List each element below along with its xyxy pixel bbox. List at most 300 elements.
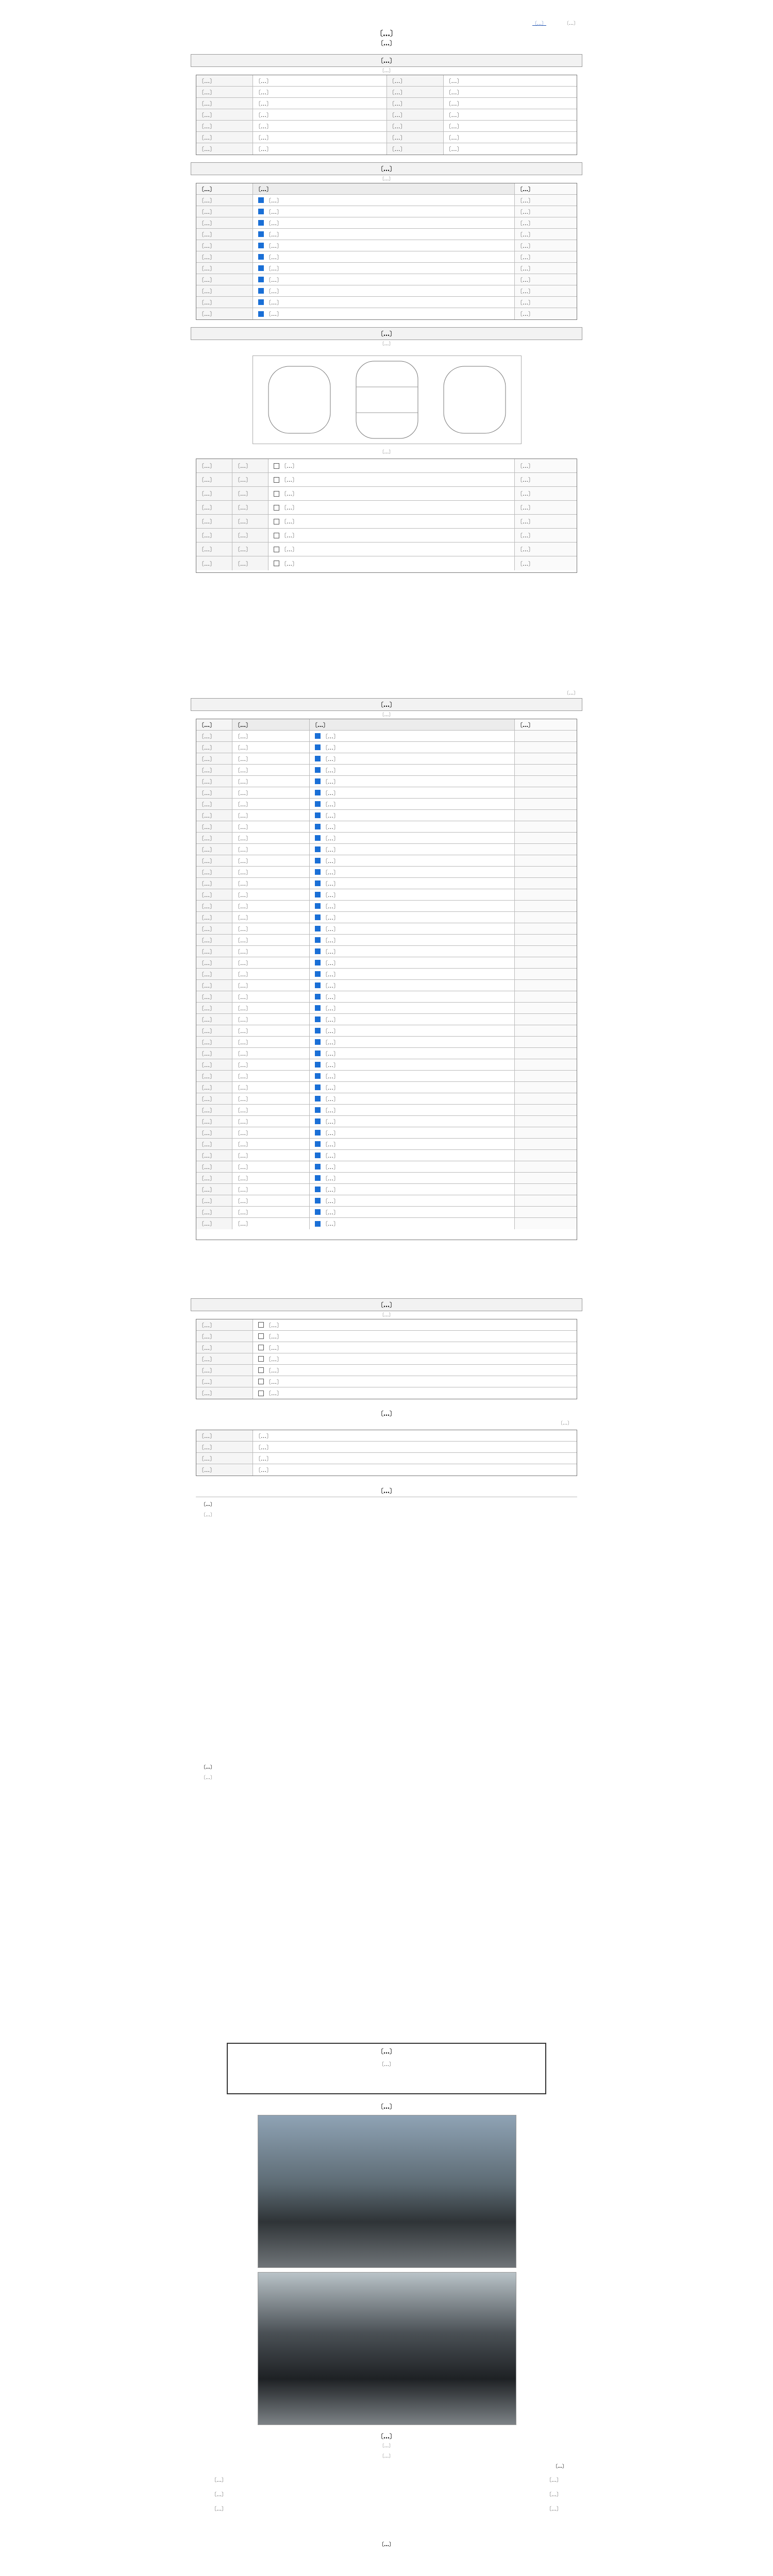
detail-state: 〔…〕: [322, 1050, 339, 1057]
detail-group: 〔…〕: [196, 923, 232, 934]
detail-item: 〔…〕: [232, 980, 310, 991]
panel-side: 〔…〕: [515, 487, 577, 500]
detail-state-cell: [310, 1127, 515, 1138]
detail-group: 〔…〕: [196, 867, 232, 877]
detail-row: [196, 1093, 577, 1105]
signer-row: [211, 2476, 562, 2483]
basic-label-2: 〔…〕: [387, 143, 444, 155]
checkbox-icon[interactable]: [315, 1016, 321, 1022]
detail-item: 〔…〕: [232, 935, 310, 945]
detail-group: 〔…〕: [196, 1071, 232, 1081]
detail-row: [196, 991, 577, 1003]
basic-label-2: 〔…〕: [387, 75, 444, 86]
state-table: [196, 183, 577, 320]
price-row: [196, 1442, 577, 1453]
checkbox-icon[interactable]: [258, 1356, 264, 1362]
detail-group: 〔…〕: [196, 799, 232, 809]
detail-state-cell: [310, 787, 515, 798]
car-top-view: [356, 361, 418, 438]
detail-row: [196, 776, 577, 787]
basic-value-2: 〔…〕: [445, 134, 463, 141]
detail-group: 〔…〕: [196, 878, 232, 889]
detail-state: 〔…〕: [322, 733, 339, 740]
checkbox-icon[interactable]: [258, 288, 264, 294]
basic-value: 〔…〕: [253, 121, 387, 131]
checkbox-icon[interactable]: [274, 547, 279, 552]
detail-state: 〔…〕: [322, 959, 339, 967]
checkbox-icon[interactable]: [315, 903, 321, 909]
basic-label: 〔…〕: [196, 121, 253, 131]
detail-item: 〔…〕: [232, 810, 310, 821]
state-label: 〔…〕: [196, 308, 253, 319]
checkbox-icon[interactable]: [315, 1164, 321, 1170]
basic-row: [196, 121, 577, 132]
detail-row: [196, 1037, 577, 1048]
checkbox-icon[interactable]: [258, 299, 264, 305]
detail-row: [196, 923, 577, 935]
checkbox-icon[interactable]: [315, 982, 321, 988]
detail-state-cell: [310, 1218, 515, 1229]
signer-role: 〔…〕: [211, 2478, 227, 2483]
detail-state: 〔…〕: [322, 1016, 339, 1023]
detail-group: 〔…〕: [196, 1184, 232, 1195]
checkbox-icon[interactable]: [274, 561, 279, 566]
detail-state: 〔…〕: [322, 869, 339, 876]
detail-state-cell: [310, 1059, 515, 1070]
detail-table-header: 〔…〕 〔…〕 〔…〕 〔…〕: [196, 719, 577, 731]
panel-row: [196, 501, 577, 515]
detail-state: 〔…〕: [322, 1141, 339, 1148]
detail-state-cell: [310, 1173, 515, 1183]
detail-state-cell: [310, 1116, 515, 1127]
option-items-cell: [253, 1342, 577, 1353]
checkbox-icon[interactable]: [258, 243, 264, 248]
detail-side: [515, 1184, 577, 1195]
panel-side: 〔…〕: [515, 529, 577, 542]
detail-state: 〔…〕: [322, 835, 339, 842]
panel-row: [196, 487, 577, 501]
checkbox-icon[interactable]: [274, 477, 279, 483]
detail-row: [196, 787, 577, 799]
detail-side: [515, 1218, 577, 1229]
detail-item: 〔…〕: [232, 799, 310, 809]
detail-table: [196, 719, 577, 1240]
state-value-cell: [253, 251, 515, 262]
detail-side: [515, 1150, 577, 1161]
option-items-cell: [253, 1331, 577, 1342]
signer-name: 〔…〕: [546, 2492, 562, 2498]
vehicle-outline-svg: [253, 356, 521, 444]
detail-group: 〔…〕: [196, 1003, 232, 1013]
checkbox-icon[interactable]: [315, 1153, 321, 1158]
signer-role: 〔…〕: [211, 2506, 227, 2512]
detail-group: 〔…〕: [196, 821, 232, 832]
checkbox-icon[interactable]: [315, 1130, 321, 1136]
basic-row: [196, 98, 577, 109]
checkbox-icon[interactable]: [315, 858, 321, 863]
panel-side: 〔…〕: [515, 543, 577, 556]
detail-side: [515, 742, 577, 753]
checkbox-icon[interactable]: [258, 1345, 264, 1350]
detail-group: 〔…〕: [196, 1048, 232, 1059]
detail-side: [515, 855, 577, 866]
detail-state: 〔…〕: [322, 948, 339, 955]
option-row: [196, 1342, 577, 1353]
checkbox-icon[interactable]: [258, 220, 264, 226]
checkbox-icon[interactable]: [258, 209, 264, 214]
detail-item: 〔…〕: [232, 844, 310, 855]
detail-group: 〔…〕: [196, 753, 232, 764]
detail-group: 〔…〕: [196, 765, 232, 775]
detail-side: [515, 787, 577, 798]
basic-label: 〔…〕: [196, 98, 253, 109]
basic-value: 〔…〕: [253, 75, 387, 86]
option-items-cell: [253, 1376, 577, 1387]
detail-state: 〔…〕: [322, 1061, 339, 1069]
detail-group: 〔…〕: [196, 844, 232, 855]
section-detail: 〔…〕: [191, 698, 582, 711]
detail-side: [515, 1127, 577, 1138]
checkbox-icon[interactable]: [315, 1187, 321, 1192]
checkbox-icon[interactable]: [315, 869, 321, 875]
state-side: 〔…〕: [515, 251, 577, 262]
fee-label: 〔…〕: [552, 2464, 567, 2469]
detail-group: 〔…〕: [196, 1195, 232, 1206]
detail-state: 〔…〕: [322, 891, 339, 899]
basic-value: 〔…〕: [253, 98, 387, 109]
detail-row: [196, 878, 577, 889]
detail-side: [515, 731, 577, 741]
checkbox-icon[interactable]: [315, 824, 321, 829]
checkbox-icon[interactable]: [315, 1118, 321, 1124]
state-side: 〔…〕: [515, 217, 577, 228]
detail-state: 〔…〕: [322, 971, 339, 978]
checkbox-icon[interactable]: [315, 767, 321, 773]
state-value: 〔…〕: [265, 219, 282, 227]
detail-side: [515, 889, 577, 900]
checkbox-icon[interactable]: [258, 254, 264, 260]
panel-row: [196, 473, 577, 487]
detail-state-cell: [310, 1071, 515, 1081]
detail-group: 〔…〕: [196, 1150, 232, 1161]
checkbox-icon[interactable]: [315, 994, 321, 999]
checkbox-icon[interactable]: [315, 744, 321, 750]
detail-item: 〔…〕: [232, 1139, 310, 1149]
detail-side: [515, 1105, 577, 1115]
detail-item: 〔…〕: [232, 1025, 310, 1036]
detail-state-cell: [310, 1025, 515, 1036]
price-label: 〔…〕: [196, 1464, 253, 1476]
detail-state-cell: [310, 1037, 515, 1047]
notice-box: [227, 2043, 546, 2094]
detail-item: 〔…〕: [232, 1127, 310, 1138]
detail-state-cell: [310, 1150, 515, 1161]
checkbox-icon[interactable]: [315, 1028, 321, 1033]
checkbox-icon[interactable]: [315, 756, 321, 761]
detail-state: 〔…〕: [322, 1186, 339, 1193]
detail-row: [196, 1173, 577, 1184]
price-label: 〔…〕: [196, 1430, 253, 1441]
checkbox-icon[interactable]: [258, 1391, 264, 1396]
detail-group: 〔…〕: [196, 1161, 232, 1172]
checkbox-icon[interactable]: [258, 1379, 264, 1384]
checkbox-icon[interactable]: [315, 880, 321, 886]
checkbox-icon[interactable]: [315, 1084, 321, 1090]
checkbox-icon[interactable]: [315, 733, 321, 739]
state-value-cell: [253, 240, 515, 251]
checkbox-icon[interactable]: [258, 1367, 264, 1373]
detail-state-cell: [310, 1195, 515, 1206]
detail-item: 〔…〕: [232, 776, 310, 787]
detail-state: 〔…〕: [322, 1095, 339, 1103]
checkbox-icon[interactable]: [315, 960, 321, 965]
detail-row: [196, 1071, 577, 1082]
checkbox-icon[interactable]: [315, 812, 321, 818]
detail-row: [196, 1025, 577, 1037]
detail-row: [196, 1139, 577, 1150]
detail-item: 〔…〕: [232, 731, 310, 741]
state-value-cell: [253, 217, 515, 228]
section-options: 〔…〕: [191, 1298, 582, 1311]
detail-side: [515, 1025, 577, 1036]
basic-value-2: 〔…〕: [445, 111, 463, 118]
basic-label: 〔…〕: [196, 87, 253, 97]
checkbox-icon[interactable]: [315, 1141, 321, 1147]
detail-state: 〔…〕: [322, 789, 339, 796]
detail-side: [515, 991, 577, 1002]
state-side: 〔…〕: [515, 285, 577, 296]
checkbox-icon[interactable]: [315, 1050, 321, 1056]
detail-side: [515, 1037, 577, 1047]
detail-state-cell: [310, 1082, 515, 1093]
state-side: 〔…〕: [515, 195, 577, 206]
basic-label-2: 〔…〕: [387, 109, 444, 120]
detail-state: 〔…〕: [322, 1118, 339, 1125]
checkbox-icon[interactable]: [315, 914, 321, 920]
checkbox-icon[interactable]: [258, 277, 264, 282]
section-state: 〔…〕: [191, 162, 582, 175]
panel-items-cell: [268, 515, 515, 528]
checkbox-icon[interactable]: [315, 1039, 321, 1045]
detail-side: [515, 923, 577, 934]
detail-state: 〔…〕: [322, 925, 339, 933]
panel-row: [196, 529, 577, 543]
detail-side: [515, 1207, 577, 1217]
checkbox-icon[interactable]: [315, 926, 321, 931]
price-row: [196, 1453, 577, 1464]
panel-group: 〔…〕: [196, 487, 232, 500]
price-value: 〔…〕: [255, 1467, 272, 1473]
detail-item: 〔…〕: [232, 878, 310, 889]
checkbox-icon[interactable]: [315, 1073, 321, 1079]
detail-state: 〔…〕: [322, 778, 339, 785]
detail-state-cell: [310, 1105, 515, 1115]
detail-state: 〔…〕: [322, 993, 339, 1001]
price-row: [196, 1430, 577, 1442]
page-number: 〔…〕: [564, 691, 578, 696]
checkbox-icon[interactable]: [315, 790, 321, 795]
detail-row: [196, 1059, 577, 1071]
detail-row: [196, 946, 577, 957]
panel-items: 〔…〕: [281, 518, 298, 525]
detail-state-cell: [310, 991, 515, 1002]
top-link[interactable]: 〔…〕: [532, 21, 546, 26]
detail-row: [196, 1082, 577, 1093]
state-row: [196, 285, 577, 297]
car-right-view: [444, 366, 506, 433]
detail-item: 〔…〕: [232, 821, 310, 832]
state-label: 〔…〕: [196, 285, 253, 296]
detail-item: 〔…〕: [232, 912, 310, 923]
detail-side: [515, 946, 577, 957]
diagram-caption: 〔…〕: [379, 450, 394, 455]
checkbox-icon[interactable]: [315, 1209, 321, 1215]
detail-state-cell: [310, 889, 515, 900]
panel-items: 〔…〕: [281, 504, 298, 511]
detail-row: [196, 844, 577, 855]
checkbox-icon[interactable]: [258, 265, 264, 271]
option-items: 〔…〕: [265, 1367, 282, 1374]
checkbox-icon[interactable]: [258, 1322, 264, 1328]
detail-state: 〔…〕: [322, 1152, 339, 1159]
checkbox-icon[interactable]: [315, 1221, 321, 1227]
checkbox-icon[interactable]: [315, 801, 321, 807]
state-row: [196, 251, 577, 263]
checkbox-icon[interactable]: [315, 1175, 321, 1181]
checkbox-icon[interactable]: [315, 1107, 321, 1113]
panel-items: 〔…〕: [281, 560, 298, 567]
basic-value: 〔…〕: [253, 143, 387, 155]
detail-row: [196, 901, 577, 912]
state-label: 〔…〕: [196, 274, 253, 285]
state-value-cell: [253, 206, 515, 217]
basic-row: [196, 75, 577, 87]
checkbox-icon[interactable]: [274, 463, 279, 469]
detail-item: 〔…〕: [232, 969, 310, 979]
basic-label: 〔…〕: [196, 75, 253, 86]
detail-item: 〔…〕: [232, 1150, 310, 1161]
detail-state: 〔…〕: [322, 1073, 339, 1080]
detail-state: 〔…〕: [322, 1084, 339, 1091]
checkbox-icon[interactable]: [315, 846, 321, 852]
detail-row: [196, 1105, 577, 1116]
car-left-view: [268, 366, 330, 433]
price-value: 〔…〕: [255, 1432, 272, 1439]
detail-item: 〔…〕: [232, 889, 310, 900]
panel-items-cell: [268, 459, 515, 472]
checkbox-icon[interactable]: [258, 231, 264, 237]
detail-state: 〔…〕: [322, 1209, 339, 1216]
detail-state-cell: [310, 1003, 515, 1013]
detail-item: 〔…〕: [232, 946, 310, 957]
panel-items: 〔…〕: [281, 477, 298, 483]
report-page-2: [191, 685, 582, 1283]
detail-group: 〔…〕: [196, 1207, 232, 1217]
panel-table: [196, 459, 577, 573]
panel-items-cell: [268, 487, 515, 500]
panel-rank: 〔…〕: [232, 529, 268, 542]
detail-row: [196, 1014, 577, 1025]
detail-group: 〔…〕: [196, 991, 232, 1002]
checkbox-icon[interactable]: [315, 1005, 321, 1011]
state-value: 〔…〕: [265, 242, 282, 249]
checkbox-icon[interactable]: [315, 1096, 321, 1101]
option-group: 〔…〕: [196, 1319, 253, 1330]
checkbox-icon[interactable]: [315, 937, 321, 943]
detail-row: [196, 731, 577, 742]
checkbox-icon[interactable]: [258, 311, 264, 317]
checkbox-icon[interactable]: [315, 1062, 321, 1067]
detail-group: 〔…〕: [196, 731, 232, 741]
state-side: 〔…〕: [515, 240, 577, 251]
option-row: [196, 1331, 577, 1342]
checkbox-icon[interactable]: [315, 892, 321, 897]
detail-state: 〔…〕: [322, 1221, 339, 1227]
option-row: [196, 1365, 577, 1376]
detail-group: 〔…〕: [196, 833, 232, 843]
detail-state-cell: [310, 821, 515, 832]
detail-row: [196, 1127, 577, 1139]
detail-side: [515, 1173, 577, 1183]
panel-side: 〔…〕: [515, 556, 577, 570]
state-label: 〔…〕: [196, 195, 253, 206]
detail-row: [196, 742, 577, 753]
detail-group: 〔…〕: [196, 980, 232, 991]
detail-state-cell: [310, 810, 515, 821]
detail-group: 〔…〕: [196, 1116, 232, 1127]
detail-state: 〔…〕: [322, 914, 339, 921]
checkbox-icon[interactable]: [258, 197, 264, 203]
detail-state: 〔…〕: [322, 1027, 339, 1035]
checkbox-icon[interactable]: [315, 778, 321, 784]
detail-state: 〔…〕: [322, 903, 339, 910]
checkbox-icon[interactable]: [274, 491, 279, 497]
checkbox-icon[interactable]: [274, 505, 279, 511]
report-page-3: [191, 1288, 582, 2032]
basic-value-2: 〔…〕: [445, 100, 463, 107]
panel-rank: 〔…〕: [232, 556, 268, 570]
checkbox-icon[interactable]: [274, 533, 279, 538]
panel-items-cell: [268, 529, 515, 542]
notes-heading-1: 〔…〕: [201, 1502, 215, 1507]
checkbox-icon[interactable]: [315, 971, 321, 977]
photo-title: 〔…〕: [377, 2103, 396, 2110]
option-row: [196, 1387, 577, 1399]
detail-state: 〔…〕: [322, 1129, 339, 1137]
checkbox-icon[interactable]: [274, 519, 279, 524]
checkbox-icon[interactable]: [315, 835, 321, 841]
state-value-cell: [253, 274, 515, 285]
detail-group: 〔…〕: [196, 1173, 232, 1183]
option-row: [196, 1319, 577, 1331]
checkbox-icon[interactable]: [258, 1333, 264, 1339]
vehicle-photo-rear: [258, 2272, 516, 2425]
detail-row: [196, 810, 577, 821]
notes-body-2: 〔…〕: [201, 1775, 215, 1781]
panel-rank: 〔…〕: [232, 543, 268, 556]
state-label: 〔…〕: [196, 251, 253, 262]
state-side: 〔…〕: [515, 308, 577, 319]
state-value: 〔…〕: [265, 311, 282, 317]
vehicle-photo-front: [258, 2115, 516, 2268]
detail-item: 〔…〕: [232, 855, 310, 866]
detail-item: 〔…〕: [232, 1059, 310, 1070]
detail-group: 〔…〕: [196, 912, 232, 923]
detail-state: 〔…〕: [322, 823, 339, 831]
checkbox-icon[interactable]: [315, 1198, 321, 1204]
panel-row: [196, 543, 577, 556]
checkbox-icon[interactable]: [315, 948, 321, 954]
